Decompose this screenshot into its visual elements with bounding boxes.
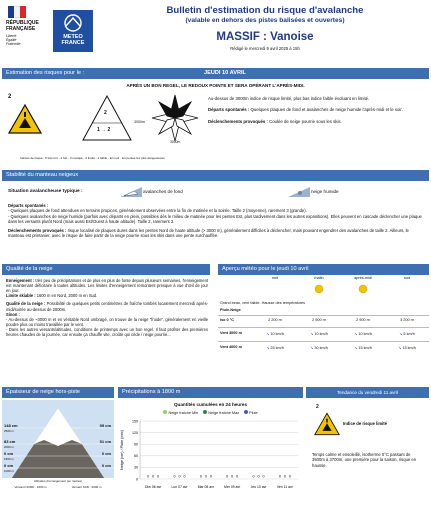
wind-arrow-icon: ↘ [354, 346, 359, 350]
republique-logo [6, 6, 46, 58]
motto-fraternite: Fraternité [6, 42, 21, 46]
iso-value: 2 200 m [268, 318, 282, 322]
period-matin: matin [314, 276, 324, 280]
pluie-neige-label: Pluie-Neige [220, 308, 241, 312]
estimation-above: Au-dessus de 3000m indice de risque limité, plus bas indice faible évoluant en limité. [208, 96, 370, 101]
stab-decl-title: Déclenchements provoqués : [8, 228, 67, 233]
epaisseur-bar [2, 387, 114, 398]
meteo-bar [218, 264, 429, 275]
depth-left: 83 cm [4, 439, 16, 444]
qualite-bar [2, 264, 210, 275]
data-label: 0 [231, 474, 234, 479]
wind-arrow-icon: ↘ [398, 346, 403, 350]
data-label: 0 [283, 474, 286, 479]
chart-title: Quantités cumulées en 24 heures [173, 402, 248, 407]
y-axis-label: Neige (cm) / Pluie (mm) [120, 429, 124, 471]
qualite-p2-title: Limite skiable : [6, 293, 36, 299]
depth-right: 51 cm [99, 439, 111, 444]
stabilite-text [8, 203, 424, 239]
risk-level-number: 2 [8, 94, 12, 100]
departs-title: Départs spontanés : [208, 107, 250, 113]
data-label: 0 [183, 474, 186, 479]
vent2-label: Vent 4000 m [220, 345, 242, 349]
depth-right: 0 cm [101, 463, 111, 468]
meteo-table [218, 276, 429, 350]
qualite-p1-title: Enneigement : [6, 278, 35, 283]
legend-item: Neige fraîche Min [163, 410, 198, 415]
declenchements-title: Déclenchements provoqués : [208, 118, 268, 124]
x-tick-label: Dim 06 avr [144, 485, 162, 489]
data-label: 0 [278, 474, 281, 479]
wind-arrow-icon: ↘ [266, 346, 271, 350]
wind-arrow-icon: ↘ [354, 332, 359, 336]
qualite-text [6, 278, 208, 337]
estimation-text [208, 96, 424, 124]
meteo-logo-mark [53, 12, 93, 34]
versant-sud: Versant SUD : 2000 m [71, 485, 102, 489]
situation-label: Situation avalancheuse typique : [8, 189, 83, 194]
tendance-level: 2 [316, 404, 319, 410]
meteo-sky: Grand beau, vent faible. Hausse des températures [220, 301, 306, 305]
republique-text-2: FRANÇAISE [6, 26, 36, 32]
estimation-subtitle: APRÈS UN BON REGEL, LE REDOUX POINTE ET SERA OPÉRANT L'APRÈS-MIDI. [126, 83, 305, 88]
versant-nord: Versant NORD : 1600 m [14, 485, 47, 489]
iso-value: 2 900 m [312, 318, 326, 322]
wind-value: ↘ 10 km/h [310, 332, 328, 336]
meteo-france-logo [53, 10, 93, 52]
iso-value: 2 900 m [356, 318, 370, 322]
wind-arrow-icon: ↘ [266, 332, 271, 336]
page-title: Bulletin d'estimation du risque d'avalanche [166, 5, 364, 16]
depth-alt: 1000 m [4, 469, 15, 473]
sun-icon-apres-midi [341, 284, 385, 296]
stab-decl-text: risque localisé de plaques dures dans les pentes Nord de haute altitude (> 3000 m), généralement difficiles à déclencher, mais pouvant engendrer des avalanches de taille 2. Ailleurs, le manteau est printanier, avec le risque de faire partir de la neige pourrie sous les skis dans une pente surchauffée. [8, 228, 409, 239]
meteo-text-1: METEO [63, 34, 83, 40]
snow-depth-panel [2, 400, 114, 493]
wind-value: ↘ 30 km/h [310, 346, 328, 350]
moon-icon-soir [385, 284, 429, 296]
depth-left: 0 cm [4, 451, 14, 456]
precip-bar [118, 387, 303, 398]
page-subtitle: (valable en dehors des pistes balisées et ouvertes) [185, 17, 345, 24]
chart-legend [118, 410, 303, 415]
moon-icon [253, 284, 297, 296]
meteo-text-2: FRANCE [61, 40, 85, 46]
x-tick-label: Mar 08 avr [197, 485, 214, 489]
depth-left: 0 cm [4, 463, 14, 468]
qualite-p6: - Dans les autres versants/altitudes, conditions de printemps avec un bon regel. Il faut profiter des premières heures chaudes de la journée, car ensuite ça chauffe vite, croûte qui cède / neige pourrie... [6, 326, 208, 338]
sun-icon-matin [297, 284, 341, 296]
stab-departs-title: Départs spontanés : [8, 203, 49, 208]
period-apres-midi: après-midi [354, 276, 372, 280]
qualite-label: Qualité de la neige [6, 266, 53, 272]
redige-date: Rédigé le mercredi 9 avril 2025 à 15h [230, 46, 300, 51]
stabilite-bar [2, 170, 429, 181]
data-label: 0 [204, 474, 207, 479]
data-label: 0 [209, 474, 212, 479]
depth-left: 148 cm [4, 423, 18, 428]
data-label: 0 [152, 474, 155, 479]
massif-title: MASSIF : Vanoise [216, 31, 314, 43]
mountain-altitude: 3000m [134, 120, 145, 124]
data-label: 0 [257, 474, 260, 479]
departs-text: Quelques plaques de fond et avalanches de neige humide l'après-midi et le soir. [249, 107, 403, 113]
y-tick-label: 90 [134, 442, 138, 447]
republique-text-1: RÉPUBLIQUE [6, 20, 39, 26]
wind-arrow-icon: ↘ [399, 332, 404, 336]
period-nuit: nuit [271, 276, 279, 280]
legend-item: Neige fraîche Max [203, 410, 239, 415]
x-tick-label: Ven 11 avr [276, 485, 293, 489]
estimation-label: Estimation des risques pour le : [6, 70, 85, 76]
data-label: 0 [236, 474, 239, 479]
tendance-text: Temps calme et ensoleillé, isotherme 0°C passant de 3500m à 3700m, une première pour la saison, risque en hausse. [312, 452, 417, 468]
y-tick-label: 120 [132, 430, 138, 435]
legend-item: Pluie [244, 410, 258, 415]
depth-right: 0 cm [101, 451, 111, 456]
page-title-block [110, 5, 420, 51]
tendance-warning-icon [314, 412, 340, 436]
aspect-rose-icon [150, 93, 200, 143]
neige-humide-icon [288, 185, 310, 197]
qualite-p5: - Au-dessus de ~3000 m et en véritable Nord ombragé, on trouve de la neige "froide", généralement en vieille poudre plus ou moins travaillée par le vent. [6, 316, 208, 327]
qualite-p3: Possibilité de quelques petits centimètres de fraîche tombés localement mercredi après-midi/soirée au-dessus de 2000m. [6, 301, 208, 312]
risk-legend: Indices de risque : 5 très fort - 4 fort - 3 marqué - 2 limité - 1 faible - En noir : les pentes les plus dangereuses [20, 156, 165, 160]
mountain-altitude-icon [82, 95, 132, 141]
estimation-date: JEUDI 10 AVRIL [204, 70, 246, 76]
period-soir: soir [403, 276, 411, 280]
tendance-risk-label: Indice de risque limité [343, 421, 387, 426]
motto-egalite: Égalité [6, 38, 17, 42]
data-label: 0 [262, 474, 265, 479]
wind-value: ↘ 15 km/h [398, 346, 416, 350]
y-tick-label: 60 [134, 454, 138, 459]
depth-alt: 2000 m [4, 445, 15, 449]
iso-value: 3 200 m [400, 318, 414, 322]
iso-label: Iso 0 °C [220, 318, 234, 322]
data-label: 0 [288, 474, 291, 479]
depth-alt: 2500 m [4, 429, 15, 433]
meteo-label: Aperçu météo pour le jeudi 10 avril [222, 266, 309, 272]
mountain-level-top: 2 [104, 110, 107, 116]
vent1-label: Vent 3000 m [220, 331, 242, 335]
y-tick-label: 0 [136, 477, 138, 482]
data-label: 0 [252, 474, 255, 479]
declenchements-text: Coulée de neige pourrie sous les skis. [267, 118, 342, 124]
wind-value: ↘ 25 km/h [266, 346, 284, 350]
qualite-p2: 1600 m en Nord, 2000 m en Sud. [35, 293, 98, 299]
situation-2: neige humide [311, 189, 339, 194]
x-tick-label: Jeu 10 avr [250, 485, 267, 489]
wind-value: ↘ 10 km/h [266, 332, 284, 336]
x-tick-label: Mer 09 avr [224, 485, 241, 489]
data-label: 0 [226, 474, 229, 479]
situation-1: avalanches de fond [143, 189, 183, 194]
y-tick-label: 150 [132, 419, 138, 424]
y-tick-label: 30 [134, 465, 138, 470]
data-label: 0 [157, 474, 160, 479]
qualite-p4-title: Sinon : [6, 311, 20, 317]
stab-departs-item-1: - Quelques plaques de fond attendues en terrains propices, généralement observées entre la fin de matinée et la soirée. Taille 2 (moyenne), rarement 3 (grande). [8, 208, 307, 214]
precip-chart [118, 417, 303, 493]
rose-altitude: 3000m [170, 140, 181, 144]
precip-chart-area [118, 400, 303, 493]
wind-value: ↘ 5 km/h [399, 332, 415, 336]
x-tick-label: Lun 07 avr [171, 485, 188, 489]
motto-liberte: Liberté [6, 34, 17, 38]
mountain-level-bottom: 1 → 2 [97, 127, 111, 133]
data-label: 0 [173, 474, 176, 479]
qualite-p3-title: Qualité de la neige : [6, 301, 46, 307]
risk-warning-icon [8, 104, 42, 134]
wind-arrow-icon: ↘ [310, 332, 315, 336]
snow-caption: Altitudes d'enneigement (en mètres) [33, 479, 83, 483]
qualite-p1: très peu de précipitations et de plus en plus de fonte depuis plusieurs semaines, l'enneigement est maintenant déficitaire à toutes altitudes. Les limites d'enneigement remontent presque à vue d'œil de jour en jour. [6, 278, 208, 294]
wind-arrow-icon: ↘ [310, 346, 315, 350]
stabilite-label: Stabilité du manteau neigeux [6, 172, 79, 178]
tendance-bar [306, 387, 429, 398]
wind-value: ↘ 15 km/h [354, 346, 372, 350]
depth-alt: 1500 m [4, 457, 15, 461]
avalanche-fond-icon [120, 185, 142, 197]
data-label: 0 [147, 474, 150, 479]
tendance-label: Tendance du vendredi 11 avril [337, 390, 398, 395]
stab-departs-item-2: - Quelques avalanches de neige humide (parfois avec départs en plein, possibles dès le milieu de matinée pour les pentes Est, plus tardivement dans les autres expositions). Elles peuvent en cascade déclencher une plaque dans les versants plutôt Nord (mais aussi Est/Ouest à haute altitude). Taille 2, rarement 3. [8, 213, 422, 224]
data-label: 0 [178, 474, 181, 479]
depth-right: 95 cm [99, 423, 111, 428]
estimation-bar [2, 68, 429, 79]
data-label: 0 [199, 474, 202, 479]
wind-value: ↘ 10 km/h [354, 332, 372, 336]
epaisseur-label: Épaisseur de neige hors-piste [6, 389, 81, 395]
precip-label: Précipitations à 1800 m [122, 389, 181, 395]
